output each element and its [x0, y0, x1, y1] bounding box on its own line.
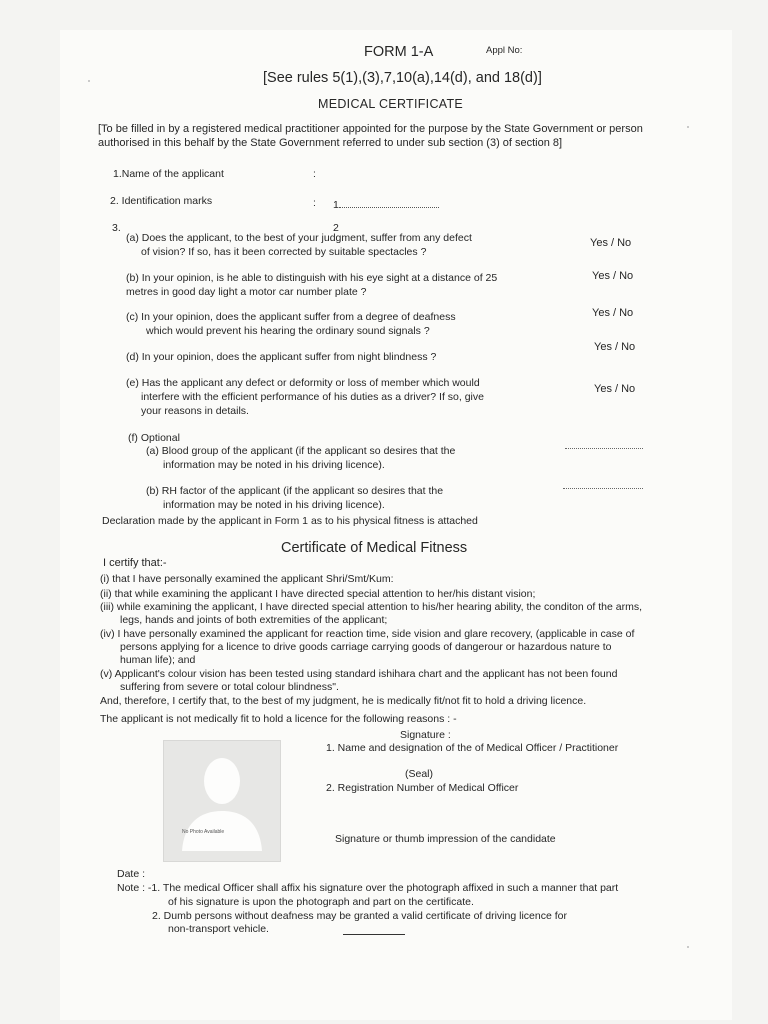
scan-speck [88, 80, 90, 82]
question-f-optional: (f) Optional [128, 432, 180, 444]
question-a-answer: Yes / No [590, 237, 632, 249]
mark-1-dotted-line [339, 198, 439, 208]
certify-intro: I certify that:- [103, 557, 167, 569]
blood-group-line-1: (a) Blood group of the applicant (if the applicant so desires that the [146, 445, 456, 457]
mark-1 [333, 198, 439, 211]
certify-item-iii-line-2: legs, hands and joints of both extremities of the applicant; [120, 614, 388, 626]
medical-officer-name-label: 1. Name and designation of the of Medical Officer / Practitioner [326, 742, 619, 754]
marks-colon: : [313, 197, 316, 209]
note-1-line-2: of his signature is upon the photograph and part on the certificate. [168, 896, 474, 908]
identification-marks-label: 2. Identification marks [110, 195, 213, 207]
person-silhouette-icon [164, 741, 280, 861]
signature-underline [343, 934, 405, 935]
not-fit-reasons: The applicant is not medically fit to hold a licence for the following reasons : - [100, 713, 457, 725]
rh-factor-line-1: (b) RH factor of the applicant (if the applicant so desires that the [146, 485, 444, 497]
therefore-statement: And, therefore, I certify that, to the best of my judgment, he is medically fit/not fit to hold a driving licence. [100, 695, 587, 707]
mark-2-number: 2 [333, 222, 339, 234]
blood-group-line-2: information may be noted in his driving licence). [163, 459, 385, 471]
date-label: Date : [117, 868, 146, 880]
note-1-line-1: Note : -1. The medical Officer shall affix his signature over the photograph affixed in such a manner that part [117, 882, 619, 894]
certify-item-iii-line-1: (iii) while examining the applicant, I have directed special attention to his/her hearing ability, the conditon of the arms, [100, 601, 643, 613]
note-2-line-1: 2. Dumb persons without deafness may be granted a valid certificate of driving licence for [152, 910, 567, 922]
question-b-line-2: metres in good day light a motor car number plate ? [126, 286, 367, 298]
question-e-line-1: (e) Has the applicant any defect or deformity or loss of member which would [126, 377, 480, 389]
question-a-line-2: of vision? If so, has it been corrected by suitable spectacles ? [141, 246, 427, 258]
name-colon: : [313, 168, 316, 180]
seal-label: (Seal) [405, 768, 434, 780]
signature-label: Signature : [400, 729, 451, 741]
intro-line-1: [To be filled in by a registered medical practitioner appointed for the purpose by the State Government or person [98, 123, 643, 135]
candidate-signature-label: Signature or thumb impression of the candidate [335, 833, 556, 845]
mark-1-number: 1 [333, 199, 339, 211]
question-3-number: 3. [112, 222, 121, 234]
question-b-line-1: (b) In your opinion, is he able to distinguish with his eye sight at a distance of 25 [126, 272, 498, 284]
certify-item-v-line-1: (v) Applicant's colour vision has been tested using standard ishihara chart and the applicant has not been found [100, 668, 618, 680]
certify-item-v-line-2: suffering from severe or total colour blindness". [120, 681, 339, 693]
certify-item-iv-line-3: human life); and [120, 654, 196, 666]
question-d-answer: Yes / No [594, 341, 636, 353]
question-d-line-1: (d) In your opinion, does the applicant suffer from night blindness ? [126, 351, 437, 363]
blood-group-dotted-line [565, 440, 643, 449]
photo-caption: No Photo Available [182, 829, 225, 835]
certify-item-iv-line-1: (iv) I have personally examined the applicant for reaction time, side vision and glare recovery, (applicable in case of [100, 628, 635, 640]
registration-number-label: 2. Registration Number of Medical Officer [326, 782, 519, 794]
certify-item-i: (i) that I have personally examined the applicant Shri/Smt/Kum: [100, 573, 394, 585]
declaration: Declaration made by the applicant in Form 1 as to his physical fitness is attached [102, 515, 478, 527]
question-c-line-1: (c) In your opinion, does the applicant suffer from a degree of deafness [126, 311, 456, 323]
question-c-line-2: which would prevent his hearing the ordinary sound signals ? [146, 325, 430, 337]
question-c-answer: Yes / No [592, 307, 634, 319]
fitness-title: Certificate of Medical Fitness [281, 540, 468, 556]
question-b-answer: Yes / No [592, 270, 634, 282]
scan-speck [687, 126, 689, 128]
question-a-line-1: (a) Does the applicant, to the best of your judgment, suffer from any defect [126, 232, 472, 244]
scan-speck [687, 946, 689, 948]
appl-no-label: Appl No: [486, 45, 523, 56]
question-e-line-3: your reasons in details. [141, 405, 249, 417]
rh-factor-dotted-line [563, 480, 643, 489]
form-title: FORM 1-A [364, 44, 434, 60]
intro-line-2: authorised in this behalf by the State Government referred to under sub section (3) of section 8] [98, 137, 563, 149]
certify-item-ii: (ii) that while examining the applicant I have directed special attention to her/his distant vision; [100, 588, 536, 600]
photo-placeholder [163, 740, 281, 862]
rules-reference: [See rules 5(1),(3),7,10(a),14(d), and 18(d)] [263, 70, 542, 86]
question-e-answer: Yes / No [594, 383, 636, 395]
certify-item-iv-line-2: persons applying for a licence to drive goods carriage carrying goods of dangerour or hazardous nature to [120, 641, 612, 653]
rh-factor-line-2: information may be noted in his driving licence). [163, 499, 385, 511]
certificate-title: MEDICAL CERTIFICATE [318, 97, 464, 111]
question-e-line-2: interfere with the efficient performance of his duties as a driver? If so, give [141, 391, 484, 403]
name-label: 1.Name of the applicant [113, 168, 224, 180]
note-2-line-2: non-transport vehicle. [168, 923, 269, 935]
